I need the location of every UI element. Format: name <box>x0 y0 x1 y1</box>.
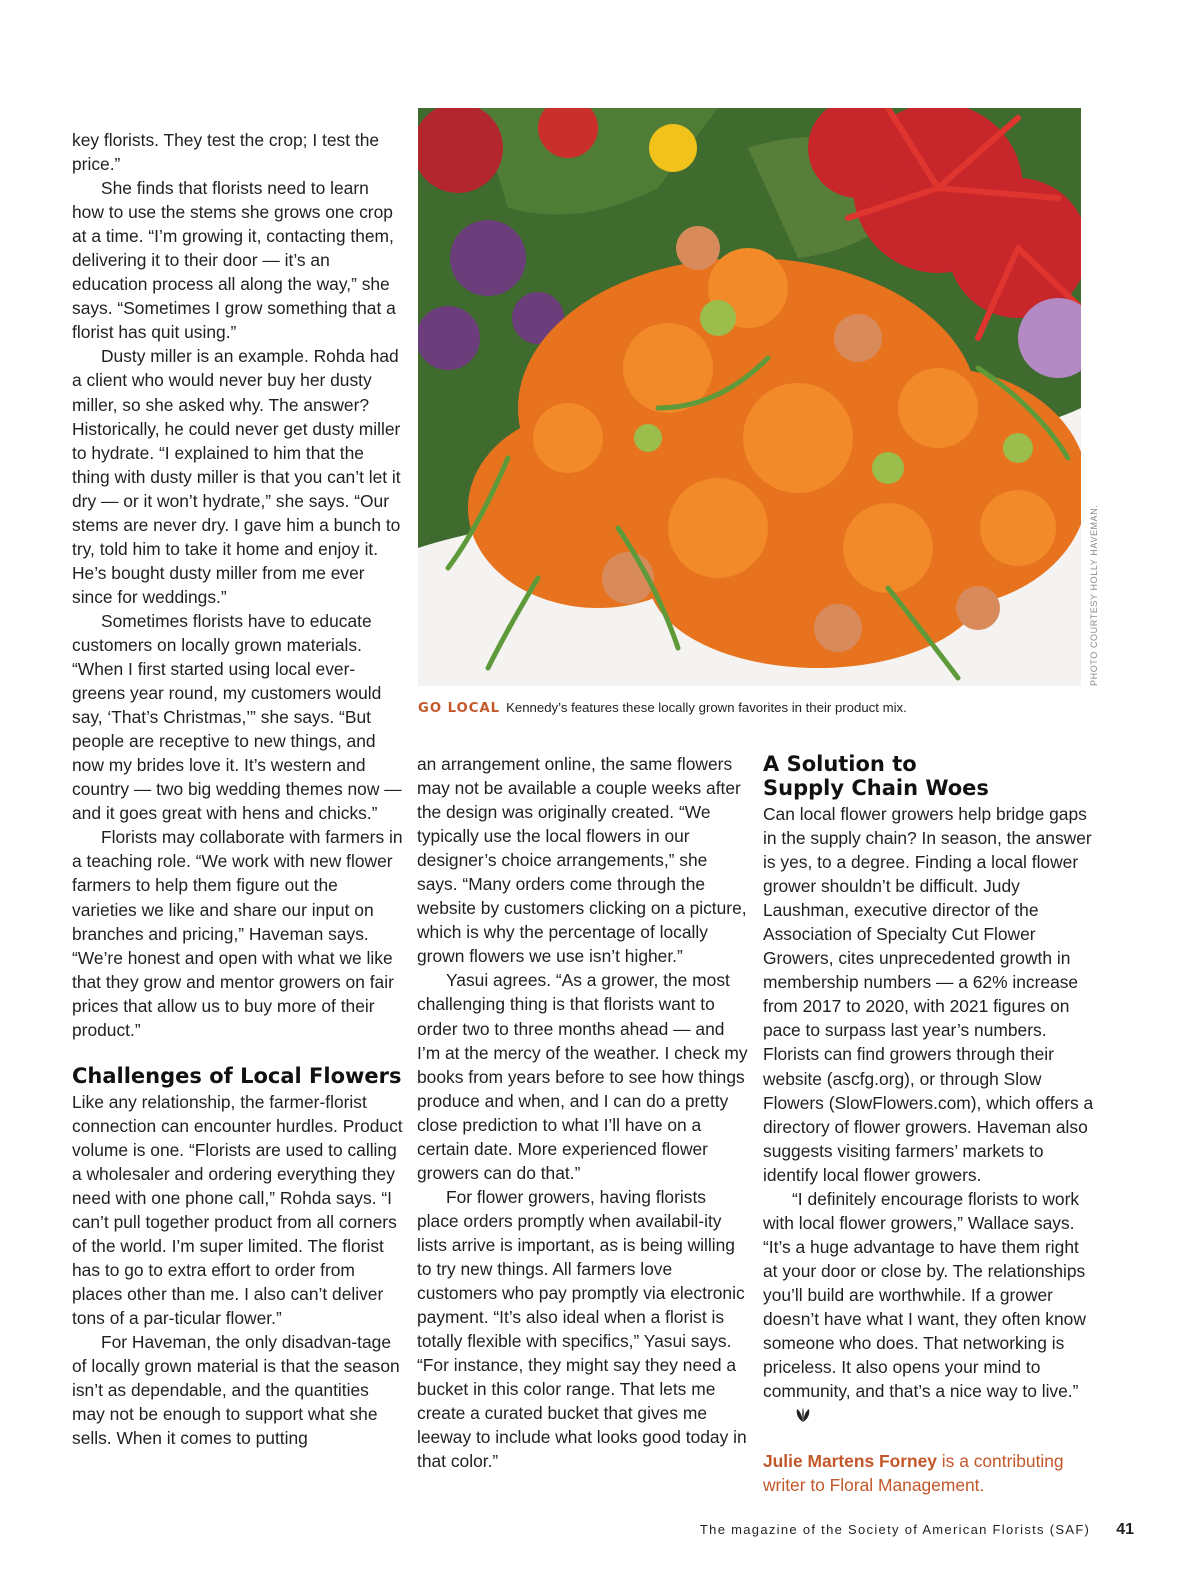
page-footer <box>0 1520 1134 1540</box>
section-heading-supply-chain <box>763 752 1095 800</box>
caption-text: Kennedy’s features these locally grown favorites in their product mix. <box>506 700 907 715</box>
body-paragraph: She finds that florists need to learn how to use the stems she grows one crop at a time. “I’m growing it, contacting them, delivering it to their door — it’s an education process all along the way,” she says. “Sometimes I grow something that a florist has quit using.” <box>72 178 396 343</box>
article-column-2 <box>417 752 749 1473</box>
body-paragraph: Can local flower growers help bridge gaps in the supply chain? In season, the answer is yes, to a degree. Finding a local flower grower shouldn’t be difficult. Judy Laushman, executive director of the Association of Specialty Cut Flower Growers, cites unprecedented growth in membership numbers — a 62% increase from 2017 to 2020, with 2021 figures on pace to surpass last year’s numbers. Florists can find growers through their website (ascfg.org), or through Slow Flowers (SlowFlowers.com), which offers a directory of flower growers. Haveman also suggests visiting farmers’ markets to identify local flower growers. <box>763 804 1094 1185</box>
flower-photo <box>418 108 1081 686</box>
magazine-tagline: The magazine of the Society of American Florists (SAF) <box>699 1522 1091 1537</box>
body-paragraph: Yasui agrees. “As a grower, the most challenging thing is that florists want to order two to three months ahead — and I’m at the mercy of the weather. I check my books from years before to see how things produce and when, and I can do a pretty close prediction to what I’ll have on a certain date. More experienced flower growers can do that.” <box>417 970 748 1183</box>
saf-logo-icon <box>765 1406 812 1430</box>
body-paragraph: Sometimes florists have to educate customers on locally grown materials. “When I first started using local ever-greens year round, my customers would say, ‘That’s Christmas,’” she says. “But people are receptive to new things, and now my brides love it. It’s western and country — two big wedding themes now — and it goes great with hens and chicks.” <box>72 610 402 824</box>
photo-credit: PHOTO COURTESY HOLLY HAVEMAN. <box>1089 504 1099 686</box>
body-paragraph: Florists may collaborate with farmers in a teaching role. “We work with new flower farmers to help them figure out the varieties we like and share our input on branches and pricing,” Haveman says. “We’re honest and open with what we like that they grow and mentor growers on fair prices that allow us to buy more of their product.” <box>72 827 403 1040</box>
page-number: 41 <box>1116 1521 1134 1538</box>
body-paragraph: For Haveman, the only disadvan-tage of locally grown material is that the season isn’t as dependable, and the quantities may not be enough to support what she sells. When it comes to putting <box>72 1332 400 1449</box>
author-description: is a contributing writer to Floral Management. <box>763 1451 1064 1496</box>
body-paragraph: Like any relationship, the farmer-florist connection can encounter hurdles. Product volume is one. “Florists are used to calling a wholesaler and ordering everything they need with one phone call,” Rohda says. “I can’t pull together product from all corners of the world. I’m super limited. The florist has to go to extra effort to order from places other than me. I also can’t deliver tons of a par-ticular flower.” <box>72 1091 403 1329</box>
author-byline <box>763 1449 1095 1497</box>
article-column-3 <box>763 752 1095 1497</box>
author-name: Julie Martens Forney <box>763 1451 937 1472</box>
article-column-1 <box>72 128 404 1450</box>
section-heading-challenges: Challenges of Local Flowers <box>72 1063 402 1088</box>
heading-line: Supply Chain Woes <box>763 776 989 800</box>
body-paragraph: key florists. They test the crop; I test the price.” <box>72 130 380 175</box>
body-paragraph: an arrangement online, the same flowers may not be available a couple weeks after the design was originally created. “We typically use the local flowers in our designer’s choice arrangements,” she says. “Many orders come through the website by customers clicking on a picture, which is why the percentage of locally grown flowers we use isn’t higher.” <box>417 754 747 967</box>
body-paragraph <box>763 1187 1095 1430</box>
body-paragraph: Dusty miller is an example. Rohda had a client who would never buy her dusty miller, so she asked why. The answer? Historically, he could never get dusty miller to hydrate. “I explained to him that the thing with dusty miller is that you can’t let it dry — or it won’t hydrate,” she says. “Our stems are never dry. I gave him a bunch to try, told him to take it home and enjoy it. He’s bought dusty miller from me ever since for weddings.” <box>72 346 401 607</box>
heading-line: A Solution to <box>763 752 917 776</box>
caption-lead: GO LOCAL <box>418 701 501 716</box>
paragraph-text: “I definitely encourage florists to work with local flower growers,” Wallace says. “It’s a huge advantage to have them right at your door or close by. The relationships you’ll build are worthwhile. If a grower doesn’t have what I want, they often know someone who does. That networking is priceless. It also opens your mind to community, and that’s a nice way to live.” <box>763 1188 1086 1402</box>
photo-caption <box>418 698 1081 719</box>
body-paragraph: For flower growers, having florists place orders promptly when availabil-ity lists arrive is important, as is being willing to try new things. All farmers love customers who pay promptly via electronic payment. “It’s also ideal when a florist is totally flexible with specifics,” Yasui says. “For instance, they might say they need a bucket in this color range. That lets me create a curated bucket that gives me leeway to include what looks good today in that color.” <box>417 1186 747 1472</box>
